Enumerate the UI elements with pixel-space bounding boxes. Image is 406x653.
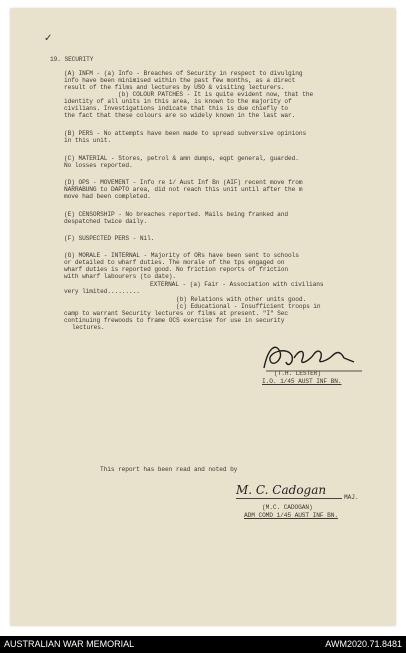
text-line-9: in this unit. bbox=[64, 137, 111, 144]
signature1-title: I.O. 1/45 AUST INF BN. bbox=[262, 378, 342, 385]
text-line-25: (c) Educational - Insufficient troops in bbox=[176, 303, 321, 310]
text-line-22: EXTERNAL - (a) Fair - Association with civilians bbox=[150, 281, 324, 288]
text-line-28: lectures. bbox=[72, 324, 105, 331]
section-heading: 19. SECURITY bbox=[50, 56, 94, 63]
text-line-27: continuing frewoods to frame OCS exercise for use in security bbox=[64, 317, 285, 324]
text-line-6: civilians. Investigations indicate that this is due chiefly to bbox=[64, 105, 289, 112]
text-line-8: (B) PERS - No attempts have been made to spread subversive opinions bbox=[64, 130, 307, 137]
text-line-14: move had been completed. bbox=[64, 193, 151, 200]
text-line-10: (C) MATERIAL - Stores, petrol & amn dumps, eqpt general, guarded. bbox=[64, 155, 299, 162]
text-line-7: the fact that these colours are so widely known in the last war. bbox=[64, 112, 296, 119]
text-line-19: or detailed to wharf duties. The morale of the tps engaged on bbox=[64, 259, 285, 266]
signature-cadogan: M. C. Cadogan bbox=[236, 483, 327, 497]
text-line-12: (D) OPS - MOVEMENT - Info re 1/ Aust Inf Bn (AIF) recent move from bbox=[64, 179, 303, 186]
text-line-16: despatched twice daily. bbox=[64, 218, 148, 225]
text-line-13: NARRABUNG to DAPTO area, did not reach this unit until after the m bbox=[64, 186, 303, 193]
text-line-23: very limited......... bbox=[64, 288, 140, 295]
text-line-11: No losses reported. bbox=[64, 162, 133, 169]
signature2-rank: MAJ. bbox=[344, 494, 359, 501]
text-line-21: with wharf labourers (to date). bbox=[64, 273, 177, 280]
text-line-2: info have been minimised within the past few months, as a direct bbox=[64, 77, 296, 84]
text-line-4: (b) COLOUR PATCHES - It is quite evident now, that the bbox=[118, 91, 314, 98]
text-line-5: identity of all units in this area, is known to the majority of bbox=[64, 98, 292, 105]
text-line-24: (b) Relations with other units good. bbox=[176, 296, 307, 303]
noted-by-text: This report has been read and noted by bbox=[100, 466, 238, 473]
footer-institution: AUSTRALIAN WAR MEMORIAL bbox=[4, 639, 135, 649]
text-line-3: result of the films and lectures by USO & visiting lecturers. bbox=[64, 84, 285, 91]
text-line-15: (E) CENSORSHIP - No breaches reported. Mails being franked and bbox=[64, 211, 289, 218]
text-line-18: (G) MORALE - INTERNAL - Majority of ORs have been sent to schools bbox=[64, 252, 299, 259]
signature1-name: (T.H. LESTER) bbox=[274, 370, 321, 377]
text-line-26: camp to warrant Security lectures or films at present. "I" Sec bbox=[64, 310, 289, 317]
text-line-20: wharf duties is reported good. No friction reports of friction bbox=[64, 266, 289, 273]
pencil-mark: ✓ bbox=[44, 33, 53, 44]
text-line-1: (A) INFM - (a) Info - Breaches of Security in respect to divulging bbox=[64, 70, 303, 77]
signature2-name: (M.C. CADOGAN) bbox=[262, 504, 313, 511]
signature2-line bbox=[236, 498, 342, 499]
footer-accession-number: AWM2020.71.8481 bbox=[325, 639, 402, 649]
text-line-17: (F) SUSPECTED PERS - Nil. bbox=[64, 235, 155, 242]
signature2-title: ADM COMD 1/45 AUST INF BN. bbox=[244, 512, 338, 519]
